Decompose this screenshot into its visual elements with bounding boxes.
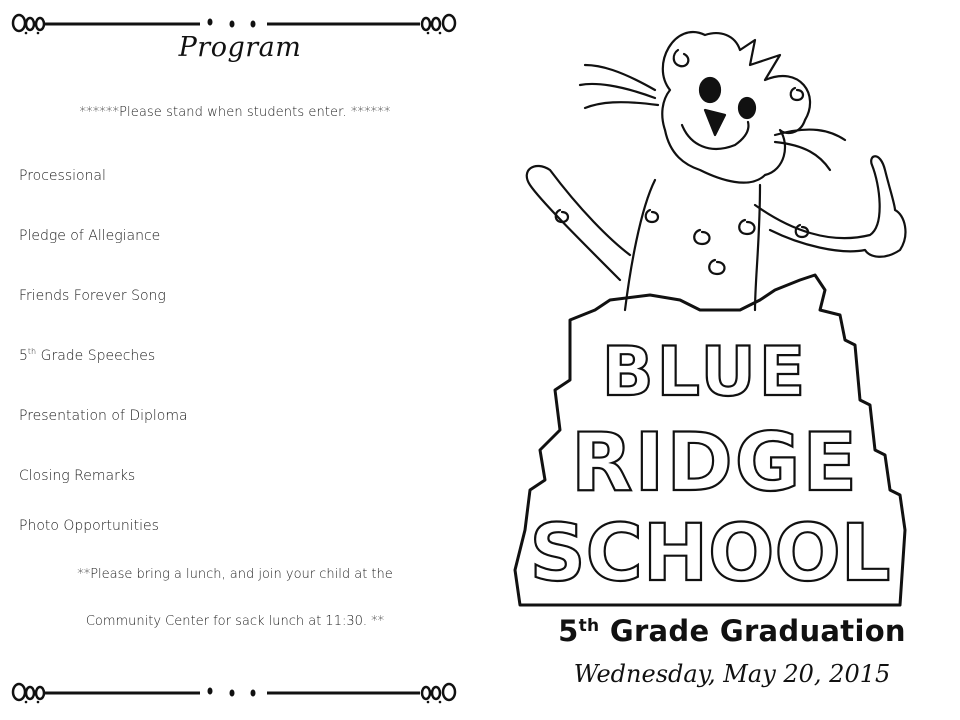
logo-word-school: SCHOOL bbox=[529, 509, 891, 599]
ornamental-divider-icon bbox=[10, 677, 460, 707]
agenda-item-speeches-ordinal: th bbox=[27, 347, 37, 356]
logo-word-ridge: RIDGE bbox=[570, 416, 860, 509]
agenda-item-diploma: Presentation of Diploma bbox=[19, 408, 188, 424]
lunch-note-line2: Community Center for sack lunch at 11:30. ** bbox=[85, 614, 385, 629]
graduation-title-number: 5 bbox=[558, 614, 579, 648]
agenda-item-speeches-rest: Grade Speeches bbox=[36, 348, 156, 364]
graduation-title-rest: Grade Graduation bbox=[599, 614, 906, 648]
graduation-date: Wednesday, May 20, 2015 bbox=[573, 660, 891, 688]
agenda-item-closing: Closing Remarks bbox=[19, 468, 136, 484]
agenda-item-speeches bbox=[19, 348, 155, 364]
agenda-item-song: Friends Forever Song bbox=[19, 288, 166, 304]
graduation-title-ordinal: th bbox=[578, 616, 600, 636]
program-title: Program bbox=[178, 32, 302, 63]
stand-instruction: ******Please stand when students enter. ****** bbox=[79, 105, 391, 120]
agenda-item-processional: Processional bbox=[19, 168, 106, 184]
cat-mascot-icon bbox=[500, 10, 960, 610]
logo-word-blue: BLUE bbox=[601, 333, 809, 412]
agenda-item-pledge: Pledge of Allegiance bbox=[19, 228, 161, 244]
lunch-note-line1: **Please bring a lunch, and join your child at the bbox=[77, 567, 393, 582]
agenda-item-speeches-number: 5 bbox=[19, 348, 28, 364]
graduation-title bbox=[512, 614, 952, 648]
agenda-item-photos: Photo Opportunities bbox=[19, 518, 159, 534]
